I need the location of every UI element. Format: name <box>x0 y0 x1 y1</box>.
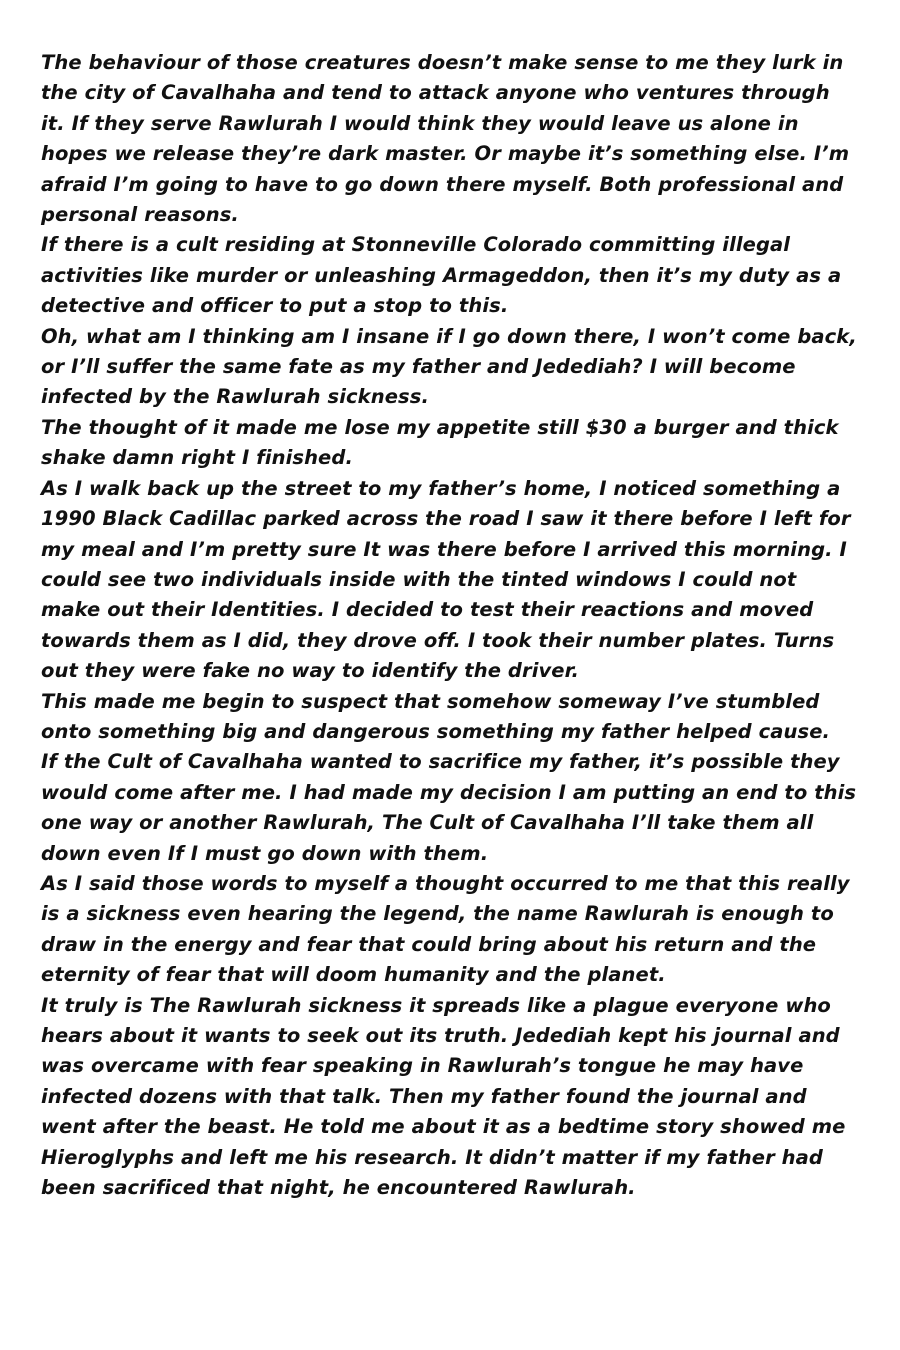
paragraph-5: As I walk back up the street to my father’s home, I noticed something a 1990 Black Cadillac parked across the road I saw it there before I left for my meal and I’m pretty sure It was there before I arrived this morning. I could see two individuals inside with the tinted windows I could not make out their Identities. I decided to test their reactions and moved towards them as I did, they drove off. I took their number plates. Turns out they were fake no way to identify the driver. <box>41 476 851 683</box>
document-page <box>41 48 859 1203</box>
paragraph-6: This made me begin to suspect that somehow someway I’ve stumbled onto something big and dangerous something my father helped cause. <box>41 689 831 743</box>
paragraph-2: If there is a cult residing at Stonneville Colorado committing illegal activities like murder or unleashing Armageddon, then it’s my duty as a detective and officer to put a stop to this. <box>41 233 842 318</box>
paragraph-9: It truly is The Rawlurah sickness it spreads like a plague everyone who hears about it wants to seek out its truth. Jedediah kept his journal and was overcame with fear speaking in Rawlurah’s tongue he may have infected dozens with that talk. Then my father found the journal and went after the beast. He told me about it as a bedtime story showed me Hieroglyphs and left me his research. It didn’t matter if my father had been sacrificed that night, he encountered Rawlurah. <box>41 993 846 1200</box>
paragraph-3: Oh, what am I thinking am I insane if I go down there, I won’t come back, or I’ll suffer the same fate as my father and Jedediah? I will become infected by the Rawlurah sickness. <box>41 324 857 409</box>
paragraph-8: As I said those words to myself a thought occurred to me that this really is a sickness even hearing the legend, the name Rawlurah is enough to draw in the energy and fear that could bring about his return and the eternity of fear that will doom humanity and the planet. <box>41 871 850 987</box>
paragraph-4: The thought of it made me lose my appetite still $30 a burger and thick shake damn right I finished. <box>41 415 839 470</box>
paragraph-1: The behaviour of those creatures doesn’t make sense to me they lurk in the city of Cavalhaha and tend to attack anyone who ventures through it. If they serve Rawlurah I would think they would leave us alone in hopes we release they’re dark master. Or maybe it’s something else. I’m afraid I’m going to have to go down there myself. Both professional and personal reasons. <box>41 51 850 227</box>
paragraph-7: If the Cult of Cavalhaha wanted to sacrifice my father, it’s possible they would come after me. I had made my decision I am putting an end to this one way or another Rawlurah, The Cult of Cavalhaha I’ll take them all down even If I must go down with them. <box>41 750 857 865</box>
